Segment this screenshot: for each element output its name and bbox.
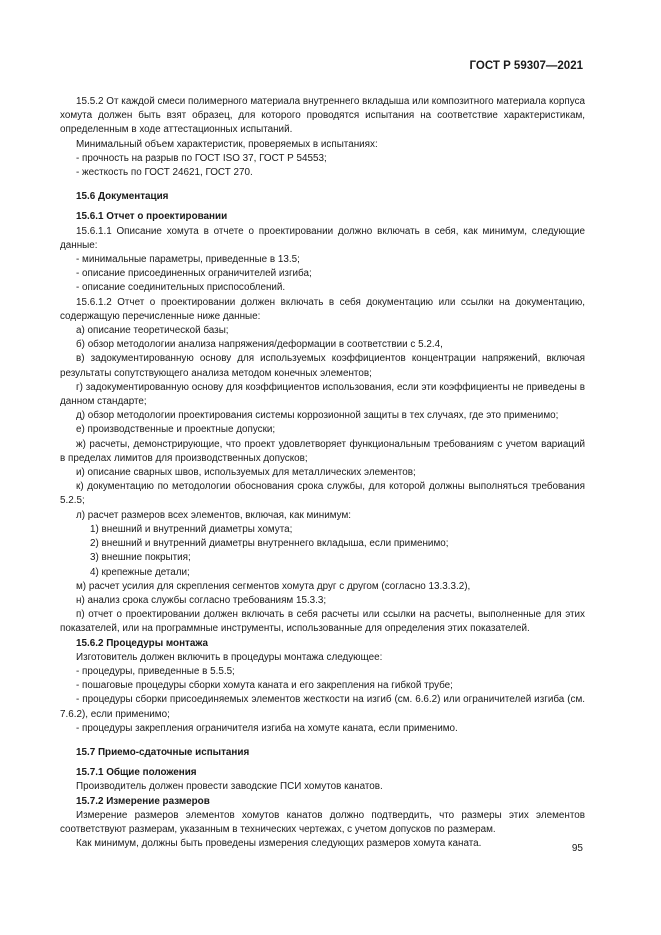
- sublist-item-4: 4) крепежные детали;: [90, 566, 190, 578]
- section-heading-15-7: 15.7 Приемо-сдаточные испытания: [76, 746, 250, 758]
- list-item-g: г) задокументированную основу для коэффициентов использования, если эти коэффициенты не приведены в данном стандарте;: [60, 381, 585, 408]
- sublist-item-1: 1) внешний и внутренний диаметры хомута;: [90, 523, 293, 535]
- list-item-m: м) расчет усилия для скрепления сегментов хомута друг с другом (согласно 13.3.3.2),: [76, 580, 471, 592]
- list-item-step-assembly: - пошаговые процедуры сборки хомута каната и его закрепления на гибкой трубе;: [76, 680, 453, 692]
- section-heading-15-7-2: 15.7.2 Измерение размеров: [76, 795, 210, 807]
- list-item-v: в) задокументированную основу для используемых коэффициентов концентрации напряжений, включая результаты сопутствующего анализа методом конечных элементов;: [60, 353, 585, 379]
- section-heading-15-6: 15.6 Документация: [76, 191, 169, 203]
- sublist-item-2: 2) внешний и внутренний диаметры внутреннего вкладыша, если применимо;: [90, 538, 449, 550]
- list-item-stiffener-assembly: - процедуры сборки присоединяемых элементов жесткости на изгиб (см. 6.6.2) или ограничителей изгиба (см. 7.6.2), если применимо;: [60, 694, 585, 720]
- list-item-n: н) анализ срока службы согласно требованиям 15.3.3;: [76, 594, 327, 606]
- list-item-procedures-555: - процедуры, приведенные в 5.5.5;: [76, 665, 235, 677]
- paragraph-15-6-1-1: 15.6.1.1 Описание хомута в отчете о проектировании должно включать в себя, как минимум, следующие данные:: [60, 225, 585, 251]
- list-item-a: а) описание теоретической базы;: [76, 325, 229, 337]
- section-heading-15-6-2: 15.6.2 Процедуры монтажа: [76, 637, 208, 649]
- list-item-hardness: - жесткость по ГОСТ 24621, ГОСТ 270.: [76, 167, 253, 179]
- paragraph-15-6-1-2: 15.6.1.2 Отчет о проектировании должен включать в себя документацию или ссылки на документацию, содержащую перечисленные ниже данные:: [60, 296, 585, 322]
- paragraph-installation-intro: Изготовитель должен включить в процедуры монтажа следующее:: [76, 651, 383, 663]
- list-item-p: п) отчет о проектировании должен включать в себя расчеты или ссылки на расчеты, выполненные для этих показателей, или на программные инструменты, использованные для определения этих показателей.: [60, 609, 585, 635]
- section-heading-15-6-1: 15.6.1 Отчет о проектировании: [76, 211, 228, 223]
- paragraph-dimension-measurement: Измерение размеров элементов хомутов канатов должно подтвердить, что размеры этих элементов соответствуют размерам, указанным в технических чертежах, с учетом допусков по размерам.: [60, 809, 585, 835]
- paragraph-min-characteristics: Минимальный объем характеристик, проверяемых в испытаниях:: [76, 138, 378, 150]
- paragraph-15-5-2: 15.5.2 От каждой смеси полимерного материала внутреннего вкладыша или композитного материала корпуса хомута должен быть взят образец, для которого проводятся испытания на соответствие характеристикам, определенным в ходе аттестационных испытаний.: [60, 96, 585, 136]
- list-item-zh: ж) расчеты, демонстрирующие, что проект удовлетворяет функциональным требованиям с учетом вариаций в пределах лимитов для производственных допусков;: [60, 438, 585, 464]
- list-item-d: д) обзор методологии проектирования системы коррозионной защиты в тех случаях, где это применимо;: [76, 410, 559, 422]
- list-item-bend-limiters: - описание присоединенных ограничителей изгиба;: [76, 268, 312, 280]
- paragraph-factory-tests: Производитель должен провести заводские ПСИ хомутов канатов.: [76, 781, 383, 793]
- page-number: 95: [571, 843, 583, 854]
- list-item-b: б) обзор методологии анализа напряжения/деформации в соответствии с 5.2.4,: [76, 339, 443, 351]
- list-item-connectors: - описание соединительных приспособлений.: [76, 282, 286, 294]
- list-item-tensile: - прочность на разрыв по ГОСТ ISO 37, ГОСТ Р 54553;: [76, 152, 327, 164]
- list-item-k: к) документацию по методологии обоснования срока службы, для которой должны выполняться требования 5.2.5;: [60, 481, 585, 507]
- sublist-item-3: 3) внешние покрытия;: [90, 552, 191, 564]
- list-item-e: е) производственные и проектные допуски;: [76, 424, 276, 436]
- paragraph-min-measurements: Как минимум, должны быть проведены измерения следующих размеров хомута каната.: [76, 838, 482, 850]
- section-heading-15-7-1: 15.7.1 Общие положения: [76, 767, 197, 779]
- list-item-i: и) описание сварных швов, используемых для металлических элементов;: [76, 467, 416, 479]
- document-header: ГОСТ Р 59307—2021: [469, 60, 583, 72]
- list-item-limiter-fixing: - процедуры закрепления ограничителя изгиба на хомуте каната, если применимо.: [76, 722, 458, 734]
- list-item-l: л) расчет размеров всех элементов, включая, как минимум:: [76, 509, 352, 521]
- document-body: [60, 95, 585, 851]
- list-item-min-params: - минимальные параметры, приведенные в 13.5;: [76, 254, 300, 266]
